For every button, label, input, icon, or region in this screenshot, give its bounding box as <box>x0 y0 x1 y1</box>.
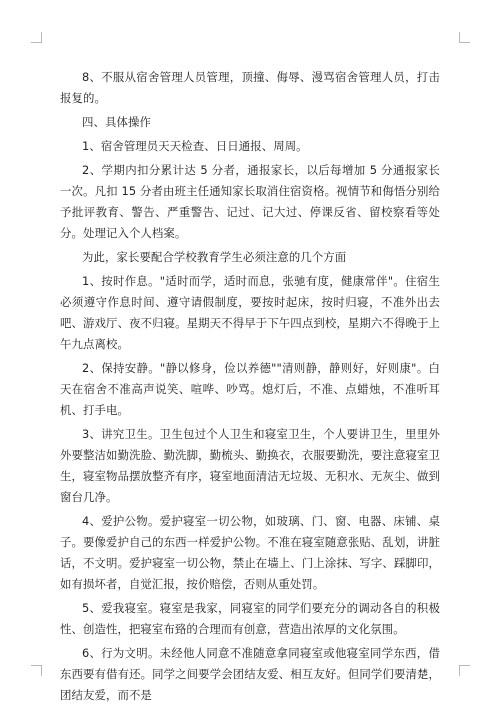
crop-mark-top-right <box>459 32 470 43</box>
paragraph-item-2-quiet: 2、保持安静。"静以修身，俭以养德""清则静，静则好，好则康"。白天在宿舍不准高声说笑、喧哗、吵骂。熄灯后，不准、点蜡烛，不准听耳机、打手电。 <box>60 361 440 417</box>
paragraph-rule-8: 8、不服从宿舍管理人员管理，顶撞、侮辱、漫骂宿舍管理人员，打击报复的。 <box>60 70 440 105</box>
paragraph-item-1-schedule: 1、按时作息。"适时而学，适时而息，张驰有度，健康常伴"。住宿生必须遵守作息时间、遵守请假制度，要按时起床，按时归寝，不准外出去吧、游戏厅、夜不归寝。星期天不得早于下午四点到校，星期六不得晚于上午九点离校。 <box>60 274 440 351</box>
document-body <box>60 67 440 709</box>
paragraph-operation-2: 2、学期内扣分累计达 5 分者，通报家长，以后每增加 5 分通报家长一次。凡扣 15 分者由班主任通知家长取消住宿资格。视情节和侮悟分别给予批评教育、警告、严重警告、记过、记大过、停课反省、留校察看等处分。处理记入个人档案。 <box>60 163 440 240</box>
paragraph-item-4-public-property: 4、爱护公物。爱护寝室一切公物，如玻璃、门、窗、电器、床铺、桌子。要像爱护自己的东西一样爱护公物。不准在寝室随意张贴、乱划，讲脏话，不文明。爱护寝室一切公物，禁止在墙上、门上涂抹、写字、踩脚印，如有损坏者，自觉汇报，按价赔偿，否则从重处罚。 <box>60 514 440 591</box>
paragraph-operation-1: 1、宿舍管理员天天检查、日日通报、周周。 <box>82 139 308 153</box>
paragraph-item-5-dormitory: 5、爱我寝室。寝室是我家，同寝室的同学们要充分的调动各自的积极性、创造性，把寝室布臵的合理而有创意，营造出浓厚的文化氛围。 <box>60 601 440 636</box>
paragraph-item-6-behavior: 6、行为文明。未经他人同意不准随意拿同寝室或他寝室同学东西，借东西要有借有还。同学之间要学会团结友爱、相互友好。但同学们要清楚，团结友爱，而不是 <box>60 646 440 702</box>
crop-mark-top-left <box>31 32 42 43</box>
section-heading-specific-operation: 四、具体操作 <box>82 115 151 129</box>
paragraph-item-3-hygiene: 3、讲究卫生。卫生包过个人卫生和寝室卫生，个人要讲卫生，里里外外要整洁如勤洗脸、勤洗脚，勤梳头、勤换衣，衣服要勤洗，要注意寝室卫生，寝室物品摆放整齐有序，寝室地面清洁无垃圾、无积水、无灰尘、做到窗台几净。 <box>60 427 440 504</box>
crop-mark-bottom-left <box>31 665 42 676</box>
section-intro-parent-cooperation: 为此，家长要配合学校教育学生必须注意的几个方面 <box>82 250 347 264</box>
crop-mark-bottom-right <box>459 665 470 676</box>
